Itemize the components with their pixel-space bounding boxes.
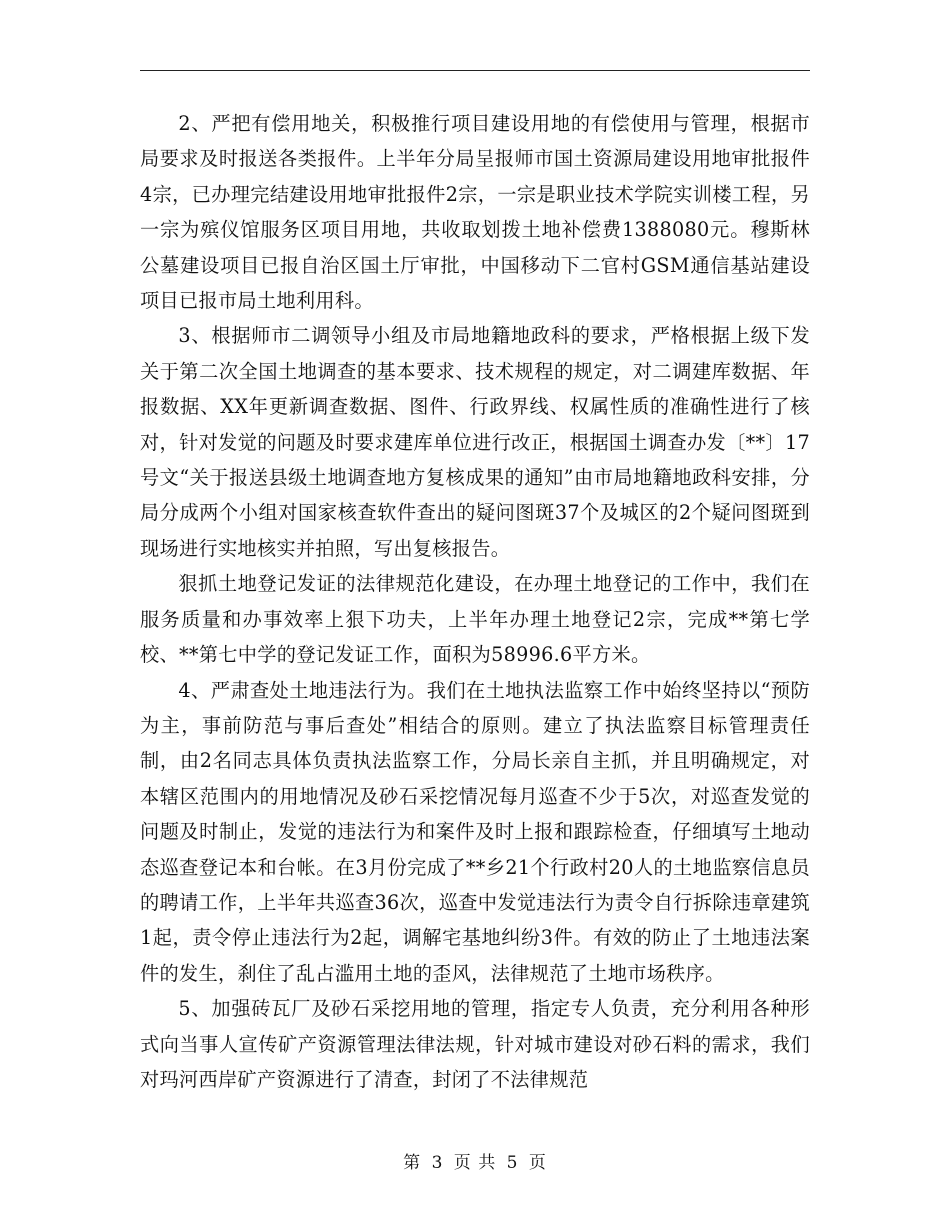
paragraph-law-enforcement: 4、严肃查处土地违法行为。我们在土地执法监察工作中始终坚持以“预防为主，事前防范与事后查处”相结合的原则。建立了执法监察目标管理责任制，由2名同志具体负责执法监察工作，分局长亲自主抓，并且明确规定，对本辖区范围内的用地情况及砂石采挖情况每月巡查不少于5次，对巡查发觉的问题及时制止，发觉的违法行为和案件及时上报和跟踪检查，仔细填写土地动态巡查登记本和台帐。在3月份完成了**乡21个行政村20人的土地监察信息员的聘请工作，上半年共巡查36次，巡查中发觉违法行为责令自行拆除违章建筑1起，责令停止违法行为2起，调解宅基地纠纷3件。有效的防止了土地违法案件的发生，刹住了乱占滥用土地的歪风，法律规范了土地市场秩序。 [140,678,810,985]
footer-middle: 页 共 [453,1153,497,1173]
header-rule [140,70,810,71]
paragraph-land-registration: 狠抓土地登记发证的法律规范化建设，在办理土地登记的工作中，我们在服务质量和办事效率上狠下功夫，上半年办理土地登记2宗，完成**第七学校、**第七中学的登记发证工作，面积为58996.6平方米。 [140,572,810,667]
paragraph-mining-management: 5、加强砖瓦厂及砂石采挖用地的管理，指定专人负责，充分利用各种形式向当事人宣传矿产资源管理法律法规，针对城市建设对砂石料的需求，我们对玛河西岸矿产资源进行了清查，封闭了不法律规范 [140,997,810,1091]
footer-prefix: 第 [403,1153,422,1173]
paragraph-land-survey: 3、根据师市二调领导小组及市局地籍地政科的要求，严格根据上级下发关于第二次全国土地调查的基本要求、技术规程的规定，对二调建库数据、年报数据、XX年更新调查数据、图件、行政界线、权属性质的准确性进行了核对，针对发觉的问题及时要求建库单位进行改正，根据国土调查办发〔**〕17号文“关于报送县级土地调查地方复核成果的通知”由市局地籍地政科安排，分局分成两个小组对国家核查软件查出的疑问图斑37个及城区的2个疑问图斑到现场进行实地核实并拍照，写出复核报告。 [140,324,810,560]
document-body [140,106,810,1097]
footer-suffix: 页 [528,1153,547,1173]
page-number: 3 [431,1153,444,1173]
paragraph-land-compensation: 2、严把有偿用地关，积极推行项目建设用地的有偿使用与管理，根据市局要求及时报送各类报件。上半年分局呈报师市国土资源局建设用地审批报件4宗，已办理完结建设用地审批报件2宗，一宗是职业技术学院实训楼工程，另一宗为殡仪馆服务区项目用地，共收取划拨土地补偿费1388080元。穆斯林公墓建设项目已报自治区国土厅审批，中国移动下二官村GSM通信基站建设项目已报市局土地利用科。 [140,112,810,313]
page-footer [0,1148,950,1173]
page-total: 5 [506,1153,519,1173]
